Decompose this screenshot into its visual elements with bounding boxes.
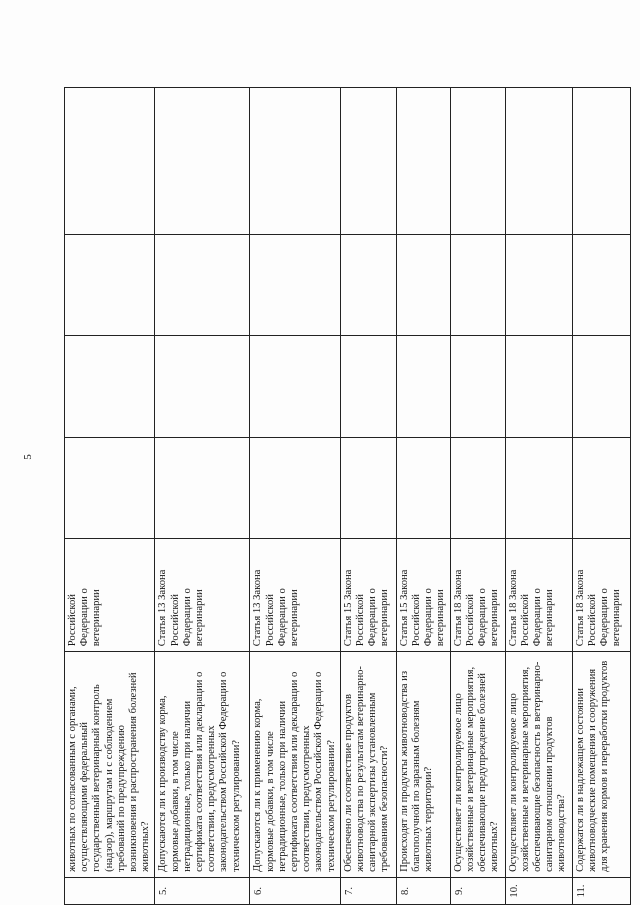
note-cell[interactable]	[155, 88, 250, 235]
row-number: 9.	[450, 877, 505, 904]
table-row	[572, 88, 630, 905]
legal-reference: Статья 15 Закона Российской Федерации о ветеринарии	[340, 539, 396, 652]
legal-reference: Статья 13 Закона Российской Федерации о ветеринарии	[250, 539, 340, 652]
table-row	[505, 88, 572, 905]
checklist-table	[64, 87, 631, 905]
row-number: 8.	[396, 877, 450, 904]
requirement-text: Происходят ли продукты животноводства из благополучной по заразным болезням животных территории?	[396, 652, 450, 878]
requirement-text: Содержатся ли в надлежащем состоянии животноводческие помещения и сооружения для хранения кормов и переработки продуктов	[572, 652, 630, 878]
table-row	[340, 88, 396, 905]
table-row	[396, 88, 450, 905]
row-number: 6.	[250, 877, 340, 904]
requirement-text: животных по согласованным с органами, осуществляющими федеральный государственный ветеринарный контроль (надзор), маршрутам и с соблюдением требований по предупреждению возникновения и распространения болезней животных?	[65, 652, 155, 878]
answer-yes-cell[interactable]	[155, 437, 250, 539]
note-cell[interactable]	[396, 88, 450, 235]
row-number: 7.	[340, 877, 396, 904]
answer-yes-cell[interactable]	[505, 437, 572, 539]
requirement-text: Допускаются ли к применению корма, кормовые добавки, в том числе нетрадиционные, только при наличии сертификата соответствия или декларации о соответствии, предусмотренных законодательством Российской Федерации о техническом регулировании?	[250, 652, 340, 878]
answer-na-cell[interactable]	[572, 234, 630, 336]
answer-na-cell[interactable]	[155, 234, 250, 336]
answer-na-cell[interactable]	[340, 234, 396, 336]
requirement-text: Обеспечено ли соответствие продуктов животноводства по результатам ветеринарно-санитарной экспертизы установленным требованиям безопасности?	[340, 652, 396, 878]
note-cell[interactable]	[340, 88, 396, 235]
page-number: 5	[22, 454, 34, 460]
table-row	[250, 88, 340, 905]
table-row	[155, 88, 250, 905]
legal-reference: Статья 15 Закона Российской Федерации о ветеринарии	[396, 539, 450, 652]
checklist-table-rotated	[64, 87, 623, 905]
answer-no-cell[interactable]	[396, 336, 450, 438]
note-cell[interactable]	[450, 88, 505, 235]
note-cell[interactable]	[572, 88, 630, 235]
table-row	[450, 88, 505, 905]
answer-no-cell[interactable]	[572, 336, 630, 438]
answer-na-cell[interactable]	[505, 234, 572, 336]
legal-reference: Статья 18 Закона Российской Федерации о ветеринарии	[450, 539, 505, 652]
note-cell[interactable]	[65, 88, 155, 235]
answer-no-cell[interactable]	[250, 336, 340, 438]
answer-yes-cell[interactable]	[396, 437, 450, 539]
answer-no-cell[interactable]	[505, 336, 572, 438]
answer-na-cell[interactable]	[396, 234, 450, 336]
legal-reference: Статья 18 Закона Российской Федерации о ветеринарии	[572, 539, 630, 652]
answer-no-cell[interactable]	[450, 336, 505, 438]
answer-yes-cell[interactable]	[450, 437, 505, 539]
answer-yes-cell[interactable]	[250, 437, 340, 539]
requirement-text: Осуществляет ли контролируемое лицо хозяйственные и ветеринарные мероприятия, обеспечивающие безопасность в ветеринарно-санитарном отношении продуктов животноводства?	[505, 652, 572, 878]
answer-no-cell[interactable]	[340, 336, 396, 438]
note-cell[interactable]	[505, 88, 572, 235]
answer-na-cell[interactable]	[65, 234, 155, 336]
row-number: 10.	[505, 877, 572, 904]
answer-yes-cell[interactable]	[572, 437, 630, 539]
answer-yes-cell[interactable]	[65, 437, 155, 539]
legal-reference: Российской Федерации о ветеринарии	[65, 539, 155, 652]
legal-reference: Статья 18 Закона Российской Федерации о ветеринарии	[505, 539, 572, 652]
row-number: 11.	[572, 877, 630, 904]
answer-no-cell[interactable]	[155, 336, 250, 438]
answer-no-cell[interactable]	[65, 336, 155, 438]
page-content	[64, 0, 623, 905]
answer-na-cell[interactable]	[250, 234, 340, 336]
requirement-text: Осуществляет ли контролируемое лицо хозяйственные и ветеринарные мероприятия, обеспечивающие предупреждение болезней животных?	[450, 652, 505, 878]
note-cell[interactable]	[250, 88, 340, 235]
answer-na-cell[interactable]	[450, 234, 505, 336]
row-number: 5.	[155, 877, 250, 904]
requirement-text: Допускаются ли к производству корма, кормовые добавки, в том числе нетрадиционные, только при наличии сертификата соответствия или декларации о соответствии, предусмотренных законодательством Российской Федерации о техническом регулировании?	[155, 652, 250, 878]
table-row	[65, 88, 155, 905]
row-number	[65, 877, 155, 904]
legal-reference: Статья 13 Закона Российской Федерации о ветеринарии	[155, 539, 250, 652]
answer-yes-cell[interactable]	[340, 437, 396, 539]
